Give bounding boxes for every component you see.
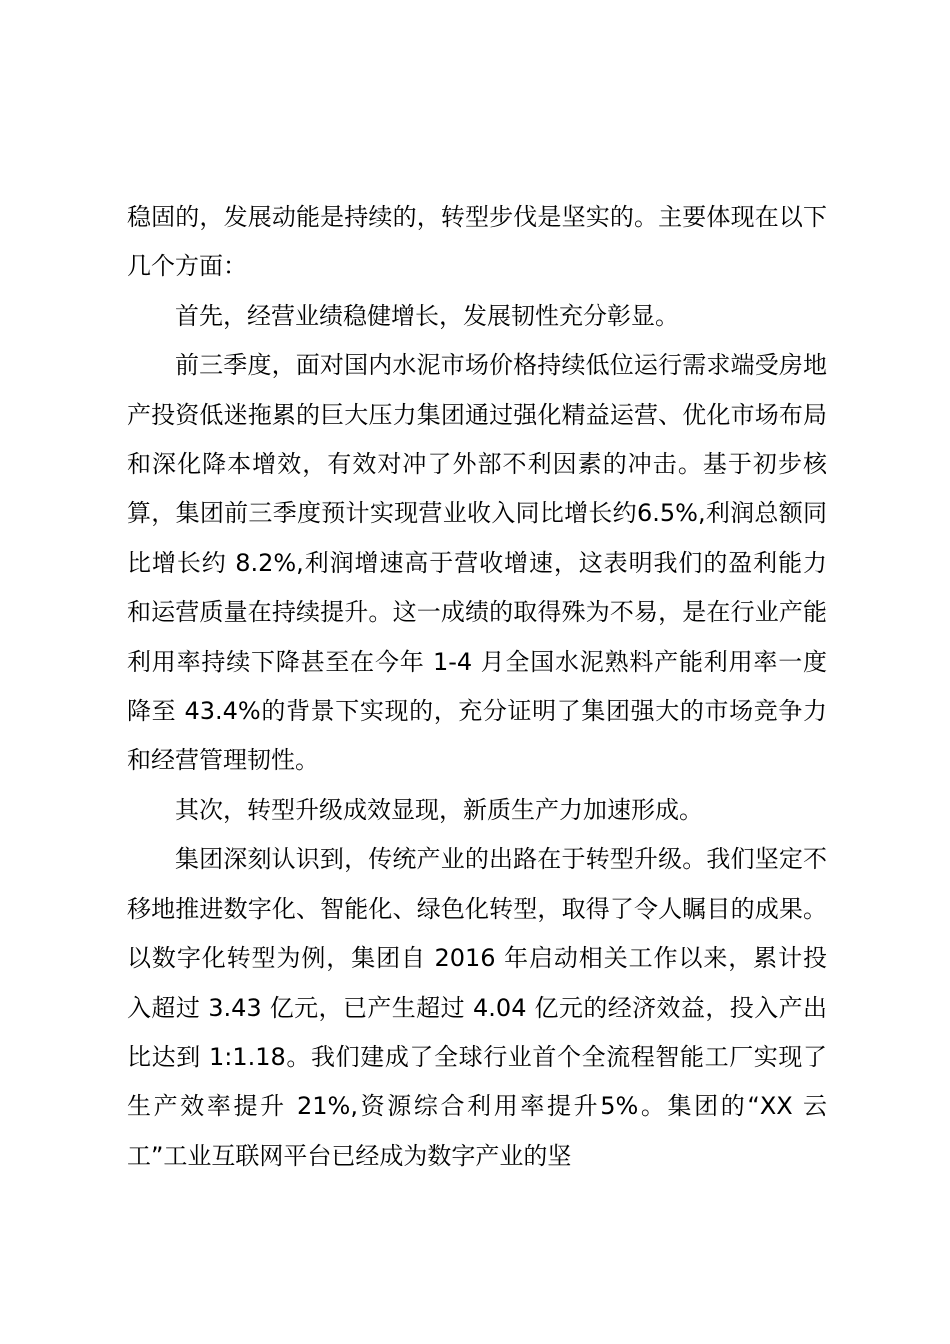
paragraph-transformation: 集团深刻认识到，传统产业的出路在于转型升级。我们坚定不移地推进数字化、智能化、绿色化转型，取得了令人瞩目的成果。以数字化转型为例，集团自 2016 年启动相关工作以来，累计投入超过 3.43 亿元，已产生超过 4.04 亿元的经济效益，投入产出比达到 1:1.18。我们建成了全球行业首个全流程智能工厂实现了生产效率提升 21%,资源综合利用率提升5%。集团的“XX 云工”工业互联网平台已经成为数字产业的坚: [127, 845, 827, 1170]
document-body: [127, 193, 827, 1181]
section-heading-second: 其次，转型升级成效显现，新质生产力加速形成。: [175, 795, 703, 824]
section-heading-first: 首先，经营业绩稳健增长，发展韧性充分彰显。: [175, 301, 679, 330]
paragraph-intro-continuation: 稳固的，发展动能是持续的，转型步伐是坚实的。主要体现在以下几个方面：: [127, 203, 827, 281]
paragraph-performance: 前三季度，面对国内水泥市场价格持续低位运行需求端受房地产投资低迷拖累的巨大压力集团通过强化精益运营、优化市场布局和深化降本增效，有效对冲了外部不利因素的冲击。基于初步核算，集团前三季度预计实现营业收入同比增长约6.5%,利润总额同比增长约 8.2%,利润增速高于营收增速，这表明我们的盈利能力和运营质量在持续提升。这一成绩的取得殊为不易，是在行业产能利用率持续下降甚至在今年 1-4 月全国水泥熟料产能利用率一度降至 43.4%的背景下实现的，充分证明了集团强大的市场竞争力和经营管理韧性。: [127, 351, 827, 775]
